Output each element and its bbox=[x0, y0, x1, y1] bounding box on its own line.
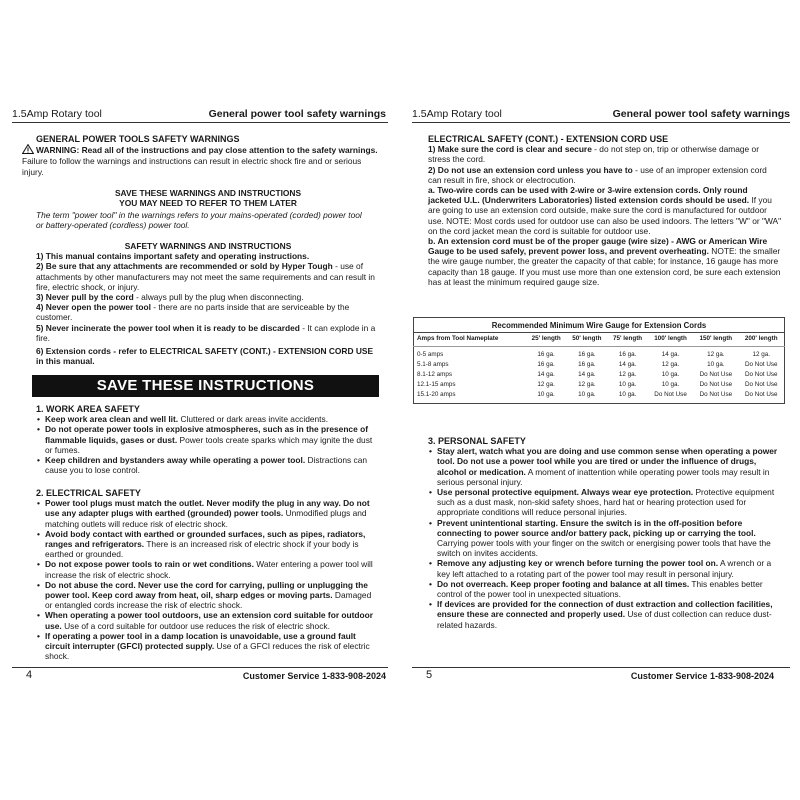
instruction-item: 4) Never open the power tool - there are no parts inside that are serviceable by the customer. bbox=[36, 302, 350, 323]
save-heading-1: SAVE THESE WARNINGS AND INSTRUCTIONS bbox=[114, 188, 302, 198]
list-item: • Do not abuse the cord. Never use the cord for carrying, pulling or unplugging the power tool. Keep cord away from heat, oil, sharp edges or moving parts. Damaged or entangled cords increase the risk of electric shock. bbox=[45, 580, 380, 611]
list-item: • Do not overreach. Keep proper footing and balance at all times. This enables better control of the power tool in unexpected situations. bbox=[437, 579, 784, 599]
list-item: • If operating a power tool in a damp location is unavoidable, use a ground fault circuit interrupter (GFCI) protected supply. Use of a GFCI reduces the risk of electric shock. bbox=[45, 631, 380, 662]
table-row: 8.1-12 amps 14 ga. 14 ga. 12 ga. 10 ga. Do Not Use Do Not Use bbox=[417, 371, 778, 378]
personal-heading: 3. PERSONAL SAFETY bbox=[428, 436, 526, 446]
column-header: 150' length bbox=[693, 333, 738, 347]
column-header: 200' length bbox=[738, 333, 784, 347]
list-item: • Avoid body contact with earthed or grounded surfaces, such as pipes, radiators, ranges and refrigerators. There is an increased risk of electric shock if your body is earthed or grounded. bbox=[45, 529, 380, 560]
instruction-item: 2) Be sure that any attachments are recommended or sold by Hyper Tough - use of attachments by other manufacturers may not meet the same requirements and can result in fire, electric shock, or injury. bbox=[36, 261, 375, 292]
list-item: • Remove any adjusting key or wrench before turning the power tool on. A wrench or a key left attached to a rotating part of the power tool may result in personal injury. bbox=[437, 558, 784, 578]
list-item: • Power tool plugs must match the outlet. Never modify the plug in any way. Do not use any adapter plugs with earthed (grounded) power tools. Unmodified plugs and matching outlets will reduce risk of electric shock. bbox=[45, 498, 380, 529]
column-header: 100' length bbox=[648, 333, 693, 347]
table-row: 0-5 amps 16 ga. 16 ga. 16 ga. 14 ga. 12 ga. 12 ga. bbox=[417, 351, 770, 358]
save-instructions-banner: SAVE THESE INSTRUCTIONS bbox=[32, 375, 379, 397]
instruction-item: 6) Extension cords - refer to ELECTRICAL SAFETY (CONT.) - EXTENSION CORD USE in this manual. bbox=[36, 346, 374, 367]
header-model: 1.5Amp Rotary tool bbox=[412, 108, 502, 120]
footer-rule bbox=[12, 667, 388, 668]
column-header: Amps from Tool Nameplate bbox=[414, 333, 526, 347]
header-rule bbox=[12, 122, 388, 123]
instruction-item: 5) Never incinerate the power tool when it is ready to be discarded - It can explode in a fire. bbox=[36, 322, 376, 343]
save-heading-2: YOU MAY NEED TO REFER TO THEM LATER bbox=[119, 198, 297, 209]
safety-instructions-section bbox=[36, 241, 380, 366]
instruction-item: 3) Never pull by the cord - always pull by the plug when disconnecting. bbox=[36, 292, 304, 303]
term-note: The term "power tool" in the warnings refers to your mains-operated (corded) power tool or battery-operated (cordless) power tool. bbox=[36, 210, 362, 231]
extension-cord-section bbox=[428, 134, 782, 287]
list-item: • Do not operate power tools in explosive atmospheres, such as in the presence of flammable liquids, gases or dust. Power tools create sparks which may ignite the dust or fumes. bbox=[45, 424, 380, 455]
page-number: 5 bbox=[426, 669, 433, 681]
save-warnings-section bbox=[36, 188, 380, 208]
safety-heading: SAFETY WARNINGS AND INSTRUCTIONS bbox=[124, 241, 292, 251]
warning-text: Failure to follow the warnings and instructions can result in electric shock fire and or serious injury. bbox=[22, 156, 362, 177]
list-item: • Use personal protective equipment. Always wear eye protection. Protective equipment such as a dust mask, non-skid safety shoes, hard hat or hearing protection used for appropriate conditions will reduce personal injuries. bbox=[437, 487, 784, 518]
table-row: 12.1-15 amps 12 ga. 12 ga. 10 ga. 10 ga. Do Not Use Do Not Use bbox=[417, 381, 778, 388]
list-item: • Keep children and bystanders away while operating a power tool. Distractions can cause you to lose control. bbox=[45, 455, 380, 475]
general-warnings-section bbox=[22, 134, 380, 177]
ext-item: a. Two-wire cords can be used with 2-wire or 3-wire extension cords. Only round jacketed U.L. (Underwriters Laboratories) listed extension cords should be used. If you are going to use an extension cord outside, make sure the cord is manufactured for outdoor use. NOTE: Most cords used for outdoor use can also be used indoors. The letters "W" or "WA" on the cord jacket mean the cord is suitable for outdoor use. bbox=[428, 185, 782, 236]
table-title: Recommended Minimum Wire Gauge for Extension Cords bbox=[414, 318, 785, 333]
general-heading: GENERAL POWER TOOLS SAFETY WARNINGS bbox=[36, 134, 240, 144]
header-title: General power tool safety warnings bbox=[208, 108, 386, 120]
ext-item: 2) Do not use an extension cord unless you have to - use of an improper extension cord can result in fire, shock or electrocution. bbox=[428, 164, 767, 185]
list-item: • Keep work area clean and well lit. Cluttered or dark areas invite accidents. bbox=[45, 414, 380, 424]
list-item: • Do not expose power tools to rain or wet conditions. Water entering a power tool will increase the risk of electric shock. bbox=[45, 559, 380, 579]
header-title: General power tool safety warnings bbox=[612, 108, 790, 120]
ext-item: b. An extension cord must be of the proper gauge (wire size) - AWG or American Wire Gauge to be used safely, prevent power loss, and prevent overheating. NOTE: the smaller the wire gauge number, the greater the capacity of that cable; for instance, 16 gauge has more capacity than 18 gauge. If you must use more than one extension cord, be sure each extension has at least the minimum required gauge size. bbox=[428, 236, 781, 287]
wire-gauge-table bbox=[413, 317, 785, 404]
page-number: 4 bbox=[26, 669, 33, 681]
ext-item: 1) Make sure the cord is clear and secure - do not step on, trip or otherwise damage or stress the cord. bbox=[428, 144, 759, 165]
instruction-item: 1) This manual contains important safety and operating instructions. bbox=[36, 251, 310, 262]
column-header: 50' length bbox=[567, 333, 608, 347]
header-model: 1.5Amp Rotary tool bbox=[12, 108, 102, 120]
table-row: 15.1-20 amps 10 ga. 10 ga. 10 ga. Do Not Use Do Not Use Do Not Use bbox=[417, 391, 778, 398]
list-item: • If devices are provided for the connection of dust extraction and collection facilities, ensure these are connected and properly used. Use of dust collection can reduce dust-related hazards. bbox=[437, 599, 784, 630]
header-rule bbox=[412, 122, 790, 123]
electrical-safety-section bbox=[36, 488, 380, 661]
work-area-section bbox=[36, 404, 380, 475]
ext-heading: ELECTRICAL SAFETY (CONT.) - EXTENSION CORD USE bbox=[428, 134, 669, 144]
elec-heading: 2. ELECTRICAL SAFETY bbox=[36, 488, 141, 498]
customer-service: Customer Service 1-833-908-2024 bbox=[630, 671, 774, 681]
column-header: 25' length bbox=[526, 333, 567, 347]
list-item: • Prevent unintentional starting. Ensure the switch is in the off-position before connecting to power source and/or battery pack, picking up or carrying the tool. Carrying power tools with your finger on the switch or energising power tools that have the switch on invites accidents. bbox=[437, 518, 784, 559]
warning-icon bbox=[22, 144, 34, 156]
work-heading: 1. WORK AREA SAFETY bbox=[36, 404, 140, 414]
warning-bold: WARNING: Read all of the instructions and pay close attention to the safety warnings. bbox=[36, 145, 378, 156]
list-item: • When operating a power tool outdoors, use an extension cord suitable for outdoor use. Use of a cord suitable for outdoor use reduces the risk of electric shock. bbox=[45, 610, 380, 630]
list-item: • Stay alert, watch what you are doing and use common sense when operating a power tool. Do not use a power tool while you are tired or under the influence of drugs, alcohol or medication. A moment of inattention while operating power tools may result in serious personal injury. bbox=[437, 446, 784, 487]
table-header-row bbox=[414, 333, 785, 347]
customer-service: Customer Service 1-833-908-2024 bbox=[242, 671, 386, 681]
column-header: 75' length bbox=[607, 333, 648, 347]
table-row: 5.1-8 amps 16 ga. 16 ga. 14 ga. 12 ga. 10 ga. Do Not Use bbox=[417, 361, 778, 368]
